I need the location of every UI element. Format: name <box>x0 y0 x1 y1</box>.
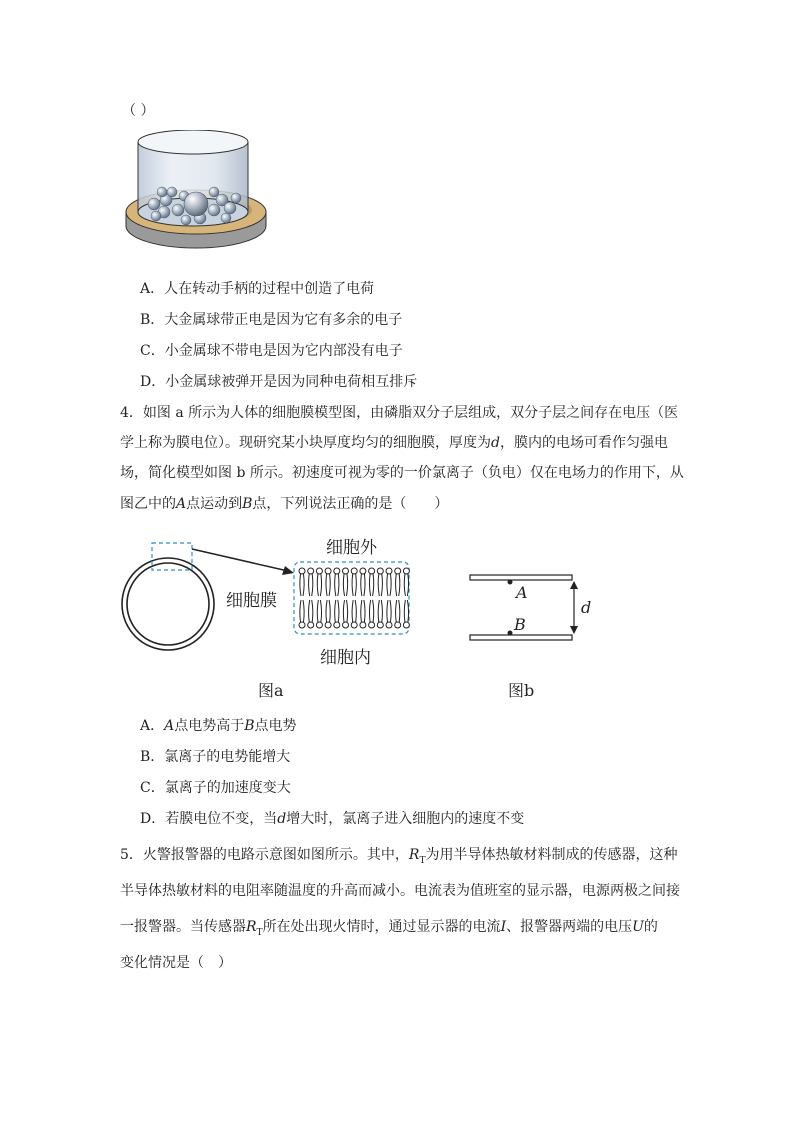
stem-text: 点，下列说法正确的是（ ） <box>252 496 449 512</box>
lipid-tail-bottom <box>378 600 382 622</box>
label-cell-outside: 细胞外 <box>326 538 377 558</box>
lipid-head-bottom <box>316 622 322 628</box>
lipid-tail-top <box>317 574 321 596</box>
point-b-label: B <box>514 615 526 634</box>
lipid-head-bottom <box>334 622 340 628</box>
variable-d: d <box>277 811 287 827</box>
stem-text: 为用半导体热敏材料制成的传感器，这种 <box>425 847 678 863</box>
q3-option-a[interactable] <box>140 279 374 299</box>
q4-option-b[interactable] <box>140 747 290 767</box>
stem-text: ，膜内的电场可看作匀强电 <box>499 435 668 451</box>
q4-stem-line-4 <box>120 494 448 514</box>
lipid-head-top <box>334 568 340 574</box>
variable-u: U <box>632 919 644 935</box>
variable-b: B <box>244 718 255 734</box>
lipid-tail-bottom <box>317 600 321 622</box>
lipid-tail-bottom <box>396 600 400 622</box>
option-text: 人在转动手柄的过程中创造了电荷 <box>164 281 375 297</box>
lipid-tail-top <box>396 574 400 596</box>
subscript-t: T <box>256 927 263 938</box>
figure-b-caption: 图b <box>508 681 535 700</box>
lipid-tail-top <box>326 574 330 596</box>
q3-option-b[interactable] <box>140 310 402 330</box>
lipid-tail-bottom <box>300 600 304 622</box>
variable-b: B <box>242 496 253 512</box>
option-text: 大金属球带正电是因为它有多余的电子 <box>164 312 403 328</box>
variable-a: A <box>164 718 175 734</box>
lipid-head-top <box>325 568 331 574</box>
q4-stem-line-2 <box>120 433 668 453</box>
lipid-head-top <box>299 568 305 574</box>
option-letter: D． <box>140 374 166 390</box>
lipid-tail-top <box>369 574 373 596</box>
stem-text: 5．火警报警器的电路示意图如图所示。其中， <box>120 847 409 863</box>
variable-a: A <box>176 496 187 512</box>
selection-box <box>152 543 192 570</box>
option-text: 增大时，氯离子进入细胞内的速度不变 <box>286 811 525 827</box>
option-text: 点电势 <box>254 718 297 734</box>
stem-text: 点运动到 <box>186 496 243 512</box>
option-letter: D． <box>140 811 166 827</box>
lipid-tail-bottom <box>343 600 347 622</box>
lipid-tail-top <box>404 574 408 596</box>
lipid-tail-top <box>335 574 339 596</box>
q5-stem-line-1 <box>120 845 677 871</box>
lipid-tail-top <box>309 574 313 596</box>
lipid-head-top <box>360 568 366 574</box>
q5-stem-line-2: 半导体热敏材料的电阻率随温度的升高而减小。电流表为值班室的显示器，电源两极之间接 <box>120 883 680 899</box>
q3-figure-cylinder-with-balls <box>118 130 273 260</box>
lipid-tail-bottom <box>309 600 313 622</box>
lipid-head-bottom <box>395 622 401 628</box>
stem-text: 所在处出现火情时，通过显示器的电流 <box>262 919 501 935</box>
lipid-tail-bottom <box>387 600 391 622</box>
option-text: 点电势高于 <box>174 718 245 734</box>
question-3-answer-paren: （ ） <box>122 103 155 119</box>
option-letter: C． <box>140 343 165 359</box>
label-cell-membrane: 细胞膜 <box>226 591 277 611</box>
q4-option-c[interactable] <box>140 778 291 798</box>
label-cell-inside: 细胞内 <box>320 648 371 668</box>
distance-d-label: d <box>581 598 592 617</box>
lipid-tail-top <box>387 574 391 596</box>
option-letter: C． <box>140 780 165 796</box>
lipid-head-top <box>395 568 401 574</box>
stem-text: 学上称为膜电位）。现研究某小块厚度均匀的细胞膜，厚度为 <box>120 435 491 451</box>
lipid-tail-bottom <box>326 600 330 622</box>
lipid-head-top <box>377 568 383 574</box>
lipid-head-bottom <box>403 622 409 628</box>
variable-r: R <box>408 847 420 863</box>
lipid-head-bottom <box>369 622 375 628</box>
lipid-tail-bottom <box>404 600 408 622</box>
lipid-tail-bottom <box>369 600 373 622</box>
stem-text: 一报警器。当传感器 <box>120 919 246 935</box>
option-text: 氯离子的加速度变大 <box>164 780 291 796</box>
lipid-head-bottom <box>351 622 357 628</box>
variable-r: R <box>246 919 257 935</box>
lipid-tail-bottom <box>361 600 365 622</box>
lipid-head-bottom <box>299 622 305 628</box>
stem-text: 、报警器两端的电压 <box>506 919 633 935</box>
lipid-head-bottom <box>377 622 383 628</box>
lipid-head-bottom <box>343 622 349 628</box>
option-text: 若膜电位不变，当 <box>165 811 278 827</box>
q4-stem-line-1: 4．如图 a 所示为人体的细胞膜模型图，由磷脂双分子层组成，双分子层之间存在电压（医 <box>120 405 679 421</box>
option-letter: B． <box>140 312 165 328</box>
subscript-t: T <box>419 855 426 866</box>
q4-option-d[interactable] <box>140 809 524 829</box>
point-a-label: A <box>516 583 528 602</box>
lipid-head-top <box>369 568 375 574</box>
lipid-tail-top <box>378 574 382 596</box>
lipid-tail-bottom <box>352 600 356 622</box>
lipid-head-bottom <box>325 622 331 628</box>
lipid-head-top <box>308 568 314 574</box>
lipid-head-bottom <box>360 622 366 628</box>
q5-stem-line-4: 变化情况是（ ） <box>120 955 232 971</box>
lipid-tail-top <box>352 574 356 596</box>
option-letter: B． <box>140 749 165 765</box>
lipid-head-bottom <box>308 622 314 628</box>
lipid-tail-top <box>343 574 347 596</box>
lipid-head-top <box>351 568 357 574</box>
q3-option-c[interactable] <box>140 341 403 361</box>
figure-a-caption: 图a <box>258 681 284 700</box>
stem-text: 图乙中的 <box>120 496 176 512</box>
lipid-head-top <box>343 568 349 574</box>
lipid-head-top <box>386 568 392 574</box>
lipid-head-top <box>403 568 409 574</box>
q4-option-a[interactable] <box>140 716 297 736</box>
lipid-tail-bottom <box>335 600 339 622</box>
stem-text: 的 <box>643 919 658 935</box>
variable-d: d <box>491 435 500 451</box>
variable-i: I <box>500 919 507 935</box>
option-letter: A． <box>140 718 165 734</box>
option-text: 氯离子的电势能增大 <box>164 749 291 765</box>
q3-option-d[interactable] <box>140 372 417 392</box>
option-letter: A． <box>140 281 165 297</box>
lipid-tail-top <box>361 574 365 596</box>
lipid-tail-top <box>300 574 304 596</box>
lipid-head-bottom <box>386 622 392 628</box>
q5-stem-line-3 <box>120 917 658 943</box>
option-text: 小金属球不带电是因为它内部没有电子 <box>164 343 403 359</box>
lipid-head-top <box>316 568 322 574</box>
option-text: 小金属球被弹开是因为同种电荷相互排斥 <box>165 374 418 390</box>
q4-stem-line-3: 场，简化模型如图 b 所示。初速度可视为零的一价氯离子（负电）仅在电场力的作用下，从 <box>120 465 684 481</box>
